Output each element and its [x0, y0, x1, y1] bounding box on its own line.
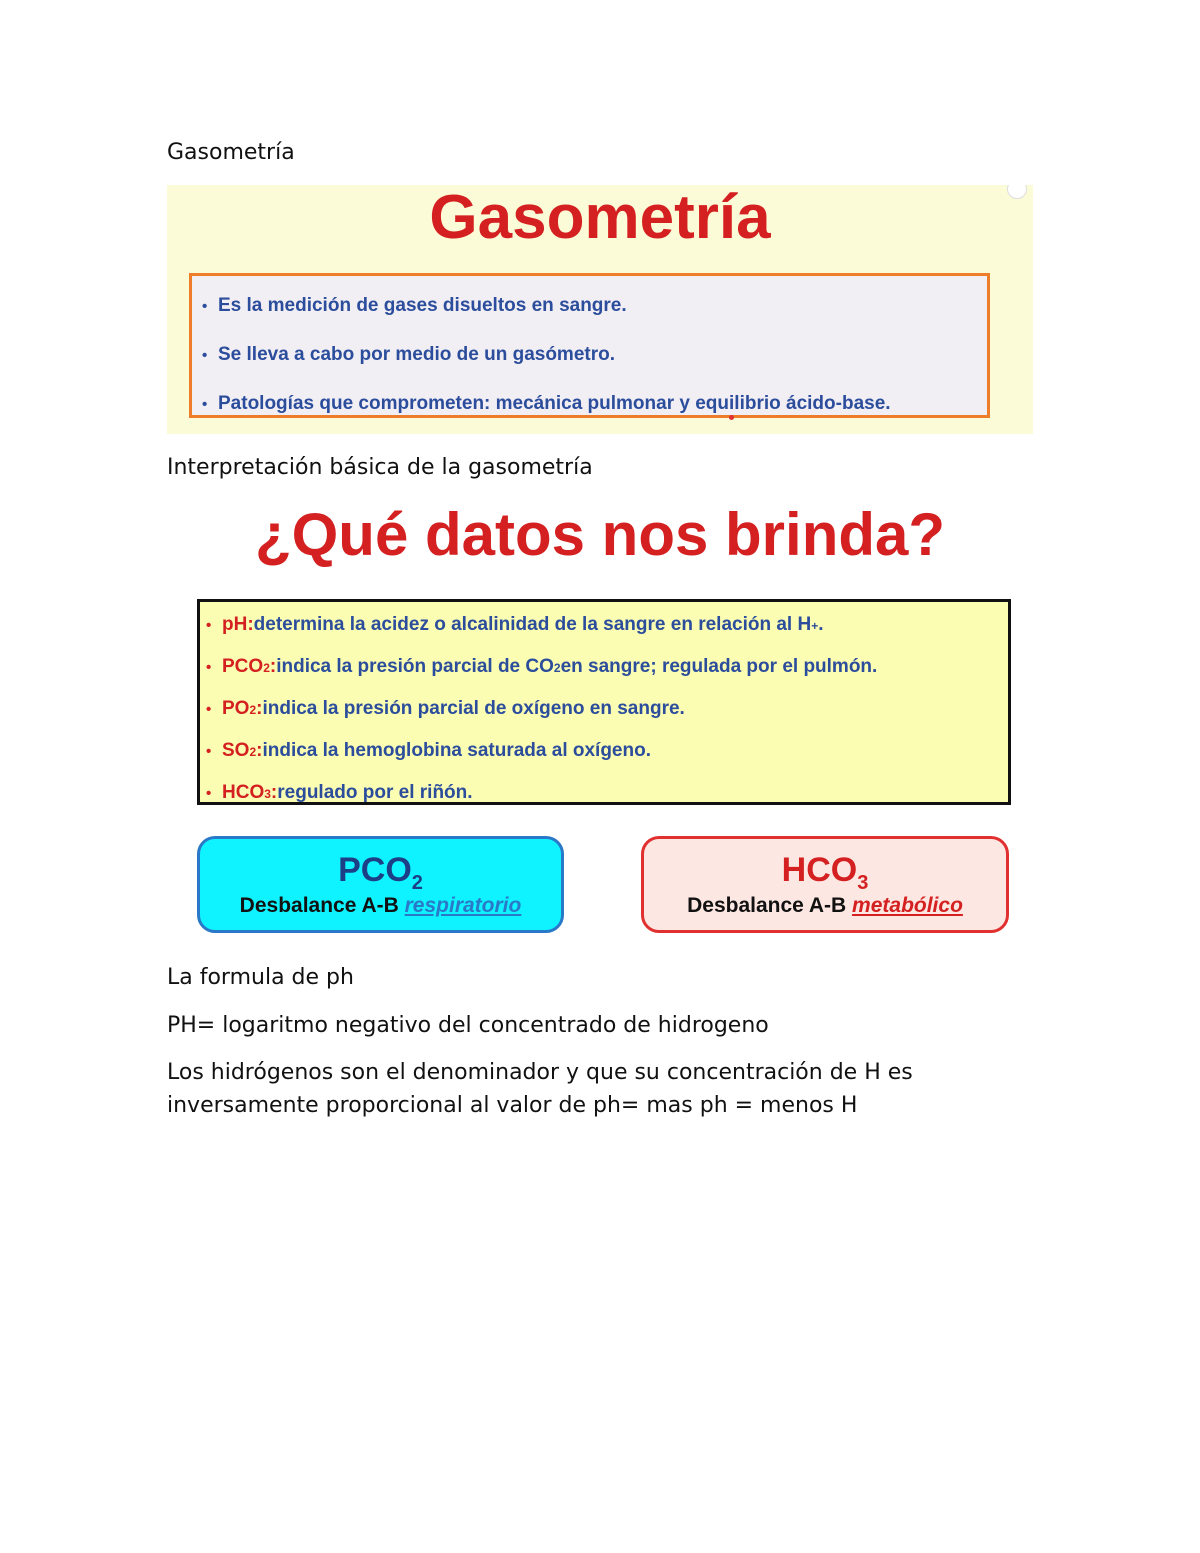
- bullet-icon: •: [206, 617, 212, 634]
- bullet-icon: •: [206, 659, 212, 676]
- list-item: • Es la medición de gases disueltos en sangre.: [202, 282, 977, 331]
- card-subtitle: Desbalance A-B respiratorio: [239, 894, 522, 917]
- explanation-line-2: inversamente proporcional al valor de ph= mas ph = menos H: [167, 1093, 858, 1118]
- list-item-hco3: • HCO 3 : regulado por el riñón.: [206, 772, 1008, 814]
- card-heading: $HCO_3$: [781, 851, 869, 894]
- formula-line: PH= logaritmo negativo del concentrado de hidrogeno: [167, 1013, 769, 1038]
- explanation-line-1: Los hidrógenos son el denominador y que su concentración de H es: [167, 1060, 913, 1085]
- formula-heading: La formula de ph: [167, 965, 354, 990]
- cursor-dot-icon: [729, 415, 734, 420]
- list-item-so2: • SO 2 : indica la hemoglobina saturada al oxígeno.: [206, 730, 1008, 772]
- list-item-ph: • pH : determina la acidez o alcalinidad de la sangre en relación al H + .: [206, 604, 1008, 646]
- list-item: • Se lleva a cabo por medio de un gasómetro.: [202, 331, 977, 380]
- card-subtitle: Desbalance A-B metabólico: [687, 894, 963, 917]
- card-heading: $PCO_2$: [338, 851, 423, 894]
- bullet-icon: •: [202, 298, 208, 315]
- list-item-pco2: • PCO 2 : indica la presión parcial de CO 2 en sangre; regulada por el pulmón.: [206, 646, 1008, 688]
- slide-question-title: ¿Qué datos nos brinda?: [254, 501, 946, 568]
- heading-interpretacion: Interpretación básica de la gasometría: [167, 455, 593, 480]
- definition-box: [189, 273, 990, 418]
- card-hco3-metabolico: [641, 836, 1009, 933]
- parameters-box: [197, 599, 1011, 805]
- bullet-icon: •: [206, 785, 212, 802]
- bullet-icon: •: [202, 347, 208, 364]
- list-item-po2: • PO 2 : indica la presión parcial de oxígeno en sangre.: [206, 688, 1008, 730]
- list-item: • Patologías que comprometen: mecánica pulmonar y equilibrio ácido-base.: [202, 380, 977, 429]
- heading-gasometria: Gasometría: [167, 140, 295, 165]
- card-pco2-respiratorio: [197, 836, 564, 933]
- bullet-icon: •: [206, 701, 212, 718]
- bullet-icon: •: [206, 743, 212, 760]
- bullet-icon: •: [202, 396, 208, 413]
- slide-gasometria-image: [167, 185, 1033, 434]
- slide-title: Gasometría: [429, 185, 771, 252]
